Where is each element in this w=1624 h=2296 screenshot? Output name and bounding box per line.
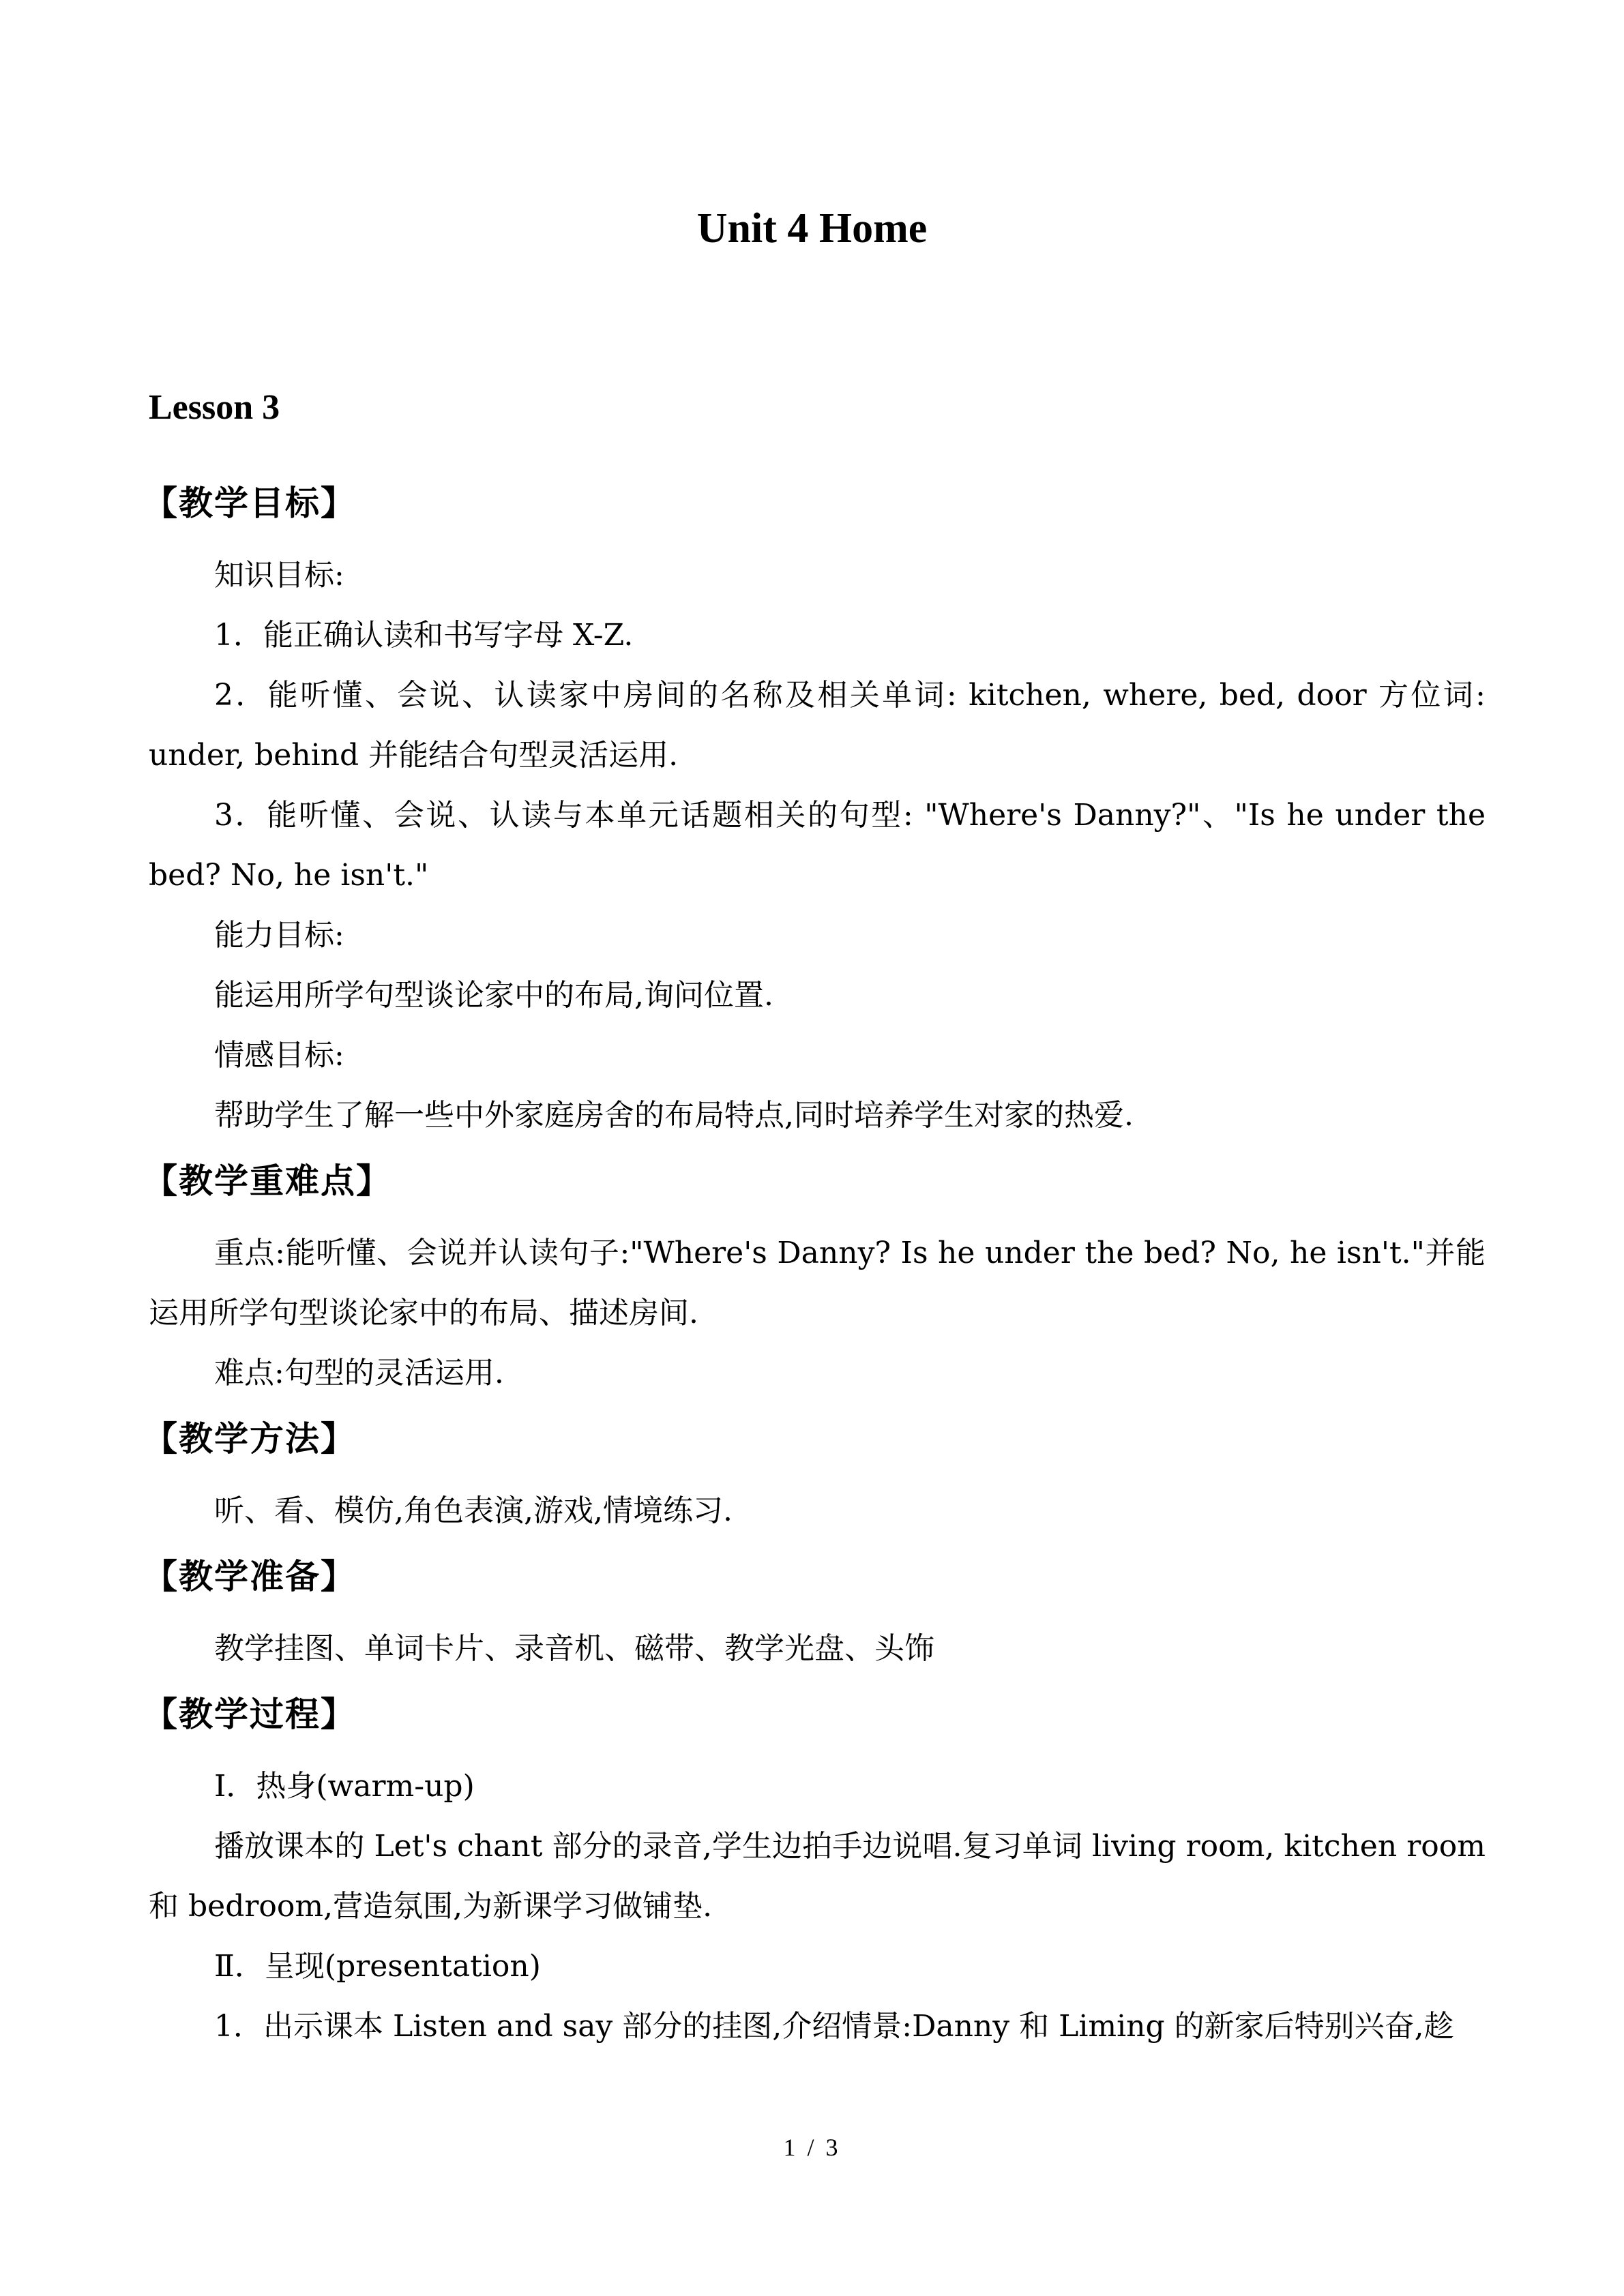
paragraph: 能运用所学句型谈论家中的布局,询问位置. <box>214 978 773 1013</box>
paragraph: 情感目标: <box>214 1038 344 1073</box>
paragraph: 重点:能听懂、会说并认读句子:"Where's Danny? Is he under the bed? No, he isn't."并能运用所学句型谈论家中的布局、描述房间. <box>149 1236 1486 1330</box>
paragraph: Ⅱ．呈现(presentation) <box>214 1949 541 1984</box>
section-heading: 【教学重难点】 <box>143 1161 392 1201</box>
paragraph: 知识目标: <box>214 558 344 593</box>
section-heading: 【教学过程】 <box>143 1695 356 1734</box>
section-process <box>143 1682 1486 2057</box>
paragraph: 3．能听懂、会说、认读与本单元话题相关的句型: "Where's Danny?"、"Is he under the bed? No, he isn't." <box>149 798 1486 893</box>
section-methods <box>143 1406 1486 1541</box>
paragraph: 2．能听懂、会说、认读家中房间的名称及相关单词: kitchen, where, bed, door 方位词: under, behind 并能结合句型灵活运用. <box>149 678 1486 773</box>
section-key-points <box>143 1148 1486 1403</box>
paragraph: 难点:句型的灵活运用. <box>214 1356 504 1390</box>
paragraph: Ⅰ．热身(warm-up) <box>214 1769 475 1804</box>
paragraph: 播放课本的 Let's chant 部分的录音,学生边拍手边说唱.复习单词 living room, kitchen room 和 bedroom,营造氛围,为新课学习做铺垫. <box>149 1829 1486 1924</box>
paragraph: 听、看、模仿,角色表演,游戏,情境练习. <box>214 1493 733 1528</box>
paragraph: 帮助学生了解一些中外家庭房舍的布局特点,同时培养学生对家的热爱. <box>214 1098 1134 1133</box>
paragraph: 教学挂图、单词卡片、录音机、磁带、教学光盘、头饰 <box>214 1631 934 1666</box>
lesson-heading: Lesson 3 <box>149 388 280 427</box>
page-number: 1 / 3 <box>783 2134 841 2161</box>
section-objectives <box>143 471 1486 1146</box>
paragraph: 1．出示课本 Listen and say 部分的挂图,介绍情景:Danny 和 Liming 的新家后特别兴奋,趁 <box>214 2009 1454 2044</box>
page-title: Unit 4 Home <box>696 205 928 252</box>
document-body <box>143 471 1486 2059</box>
section-heading: 【教学目标】 <box>143 483 356 523</box>
paragraph: 1．能正确认读和书写字母 X-Z. <box>214 618 634 653</box>
section-preparation <box>143 1544 1486 1679</box>
paragraph: 能力目标: <box>214 918 344 953</box>
section-heading: 【教学准备】 <box>143 1557 356 1596</box>
section-heading: 【教学方法】 <box>143 1419 356 1459</box>
